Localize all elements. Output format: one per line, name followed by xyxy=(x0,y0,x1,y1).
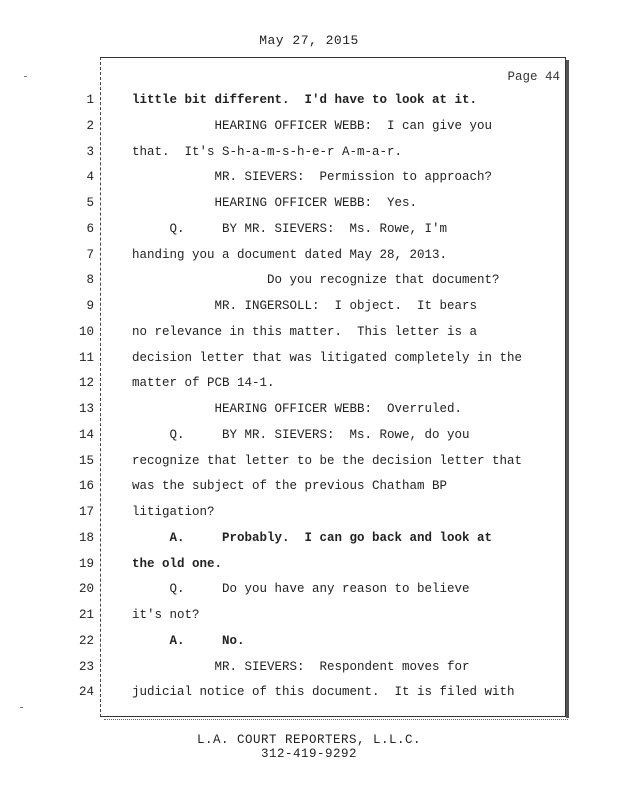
scan-speck xyxy=(24,76,27,77)
line-number: 10 xyxy=(78,324,94,339)
transcript-line: judicial notice of this document. It is filed with xyxy=(132,685,515,700)
transcript-line: MR. SIEVERS: Permission to approach? xyxy=(132,170,493,185)
header-date: May 27, 2015 xyxy=(259,33,359,48)
line-number: 20 xyxy=(78,582,94,597)
transcript-line: little bit different. I'd have to look at it. xyxy=(132,93,478,107)
line-number: 1 xyxy=(86,93,94,107)
line-number: 12 xyxy=(78,376,94,391)
transcript-line: recognize that letter to be the decision letter that xyxy=(132,453,523,468)
transcript-line: was the subject of the previous Chatham BP xyxy=(132,479,448,494)
transcript-line: MR. SIEVERS: Respondent moves for xyxy=(132,659,470,674)
frame-right-edge xyxy=(566,60,569,718)
line-number: 9 xyxy=(86,299,94,313)
line-number: 23 xyxy=(78,659,94,674)
transcript-line: Do you recognize that document? xyxy=(132,273,500,288)
transcript-line: Q. Do you have any reason to believe xyxy=(132,582,470,597)
line-number: 13 xyxy=(78,402,94,416)
line-number: 19 xyxy=(78,556,94,571)
transcript-line: matter of PCB 14-1. xyxy=(132,376,275,391)
line-number: 16 xyxy=(78,479,94,494)
transcript-line: A. Probably. I can go back and look at xyxy=(132,530,493,545)
line-number: 2 xyxy=(86,118,94,133)
transcript-line: Q. BY MR. SIEVERS: Ms. Rowe, do you xyxy=(132,427,470,442)
transcript-line: HEARING OFFICER WEBB: Overruled. xyxy=(132,402,463,416)
frame-bottom-edge xyxy=(104,713,568,720)
transcript-line: the old one. xyxy=(132,556,223,571)
line-number: 8 xyxy=(86,273,94,288)
transcript-line: handing you a document dated May 28, 2013. xyxy=(132,247,448,262)
line-number: 18 xyxy=(78,530,94,545)
line-number: 14 xyxy=(78,427,94,442)
transcript-line: litigation? xyxy=(132,505,215,519)
page-number: Page 44 xyxy=(507,70,560,84)
transcript-line: HEARING OFFICER WEBB: Yes. xyxy=(132,196,418,210)
line-number: 3 xyxy=(86,144,94,159)
line-number: 17 xyxy=(78,505,94,519)
line-number: 4 xyxy=(86,170,94,185)
transcript-line: Q. BY MR. SIEVERS: Ms. Rowe, I'm xyxy=(132,221,448,236)
transcript-line: it's not? xyxy=(132,608,200,622)
transcript-line: no relevance in this matter. This letter is a xyxy=(132,324,478,339)
line-number: 22 xyxy=(78,633,94,648)
transcript-line: MR. INGERSOLL: I object. It bears xyxy=(132,299,478,313)
line-number: 11 xyxy=(78,350,94,365)
line-number: 5 xyxy=(86,196,94,210)
transcript-line: decision letter that was litigated completely in the xyxy=(132,350,523,365)
line-number: 7 xyxy=(86,247,94,262)
line-number: 21 xyxy=(78,608,94,622)
line-number: 6 xyxy=(86,221,94,236)
transcript-line: that. It's S-h-a-m-s-h-e-r A-m-a-r. xyxy=(132,144,403,159)
line-number: 15 xyxy=(78,453,94,468)
transcript-line: A. No. xyxy=(132,633,245,648)
transcript-line: HEARING OFFICER WEBB: I can give you xyxy=(132,118,493,133)
footer-company: L.A. COURT REPORTERS, L.L.C. xyxy=(196,733,422,747)
footer-phone: 312-419-9292 xyxy=(260,747,357,761)
line-number: 24 xyxy=(78,685,94,700)
scan-speck xyxy=(20,707,23,708)
